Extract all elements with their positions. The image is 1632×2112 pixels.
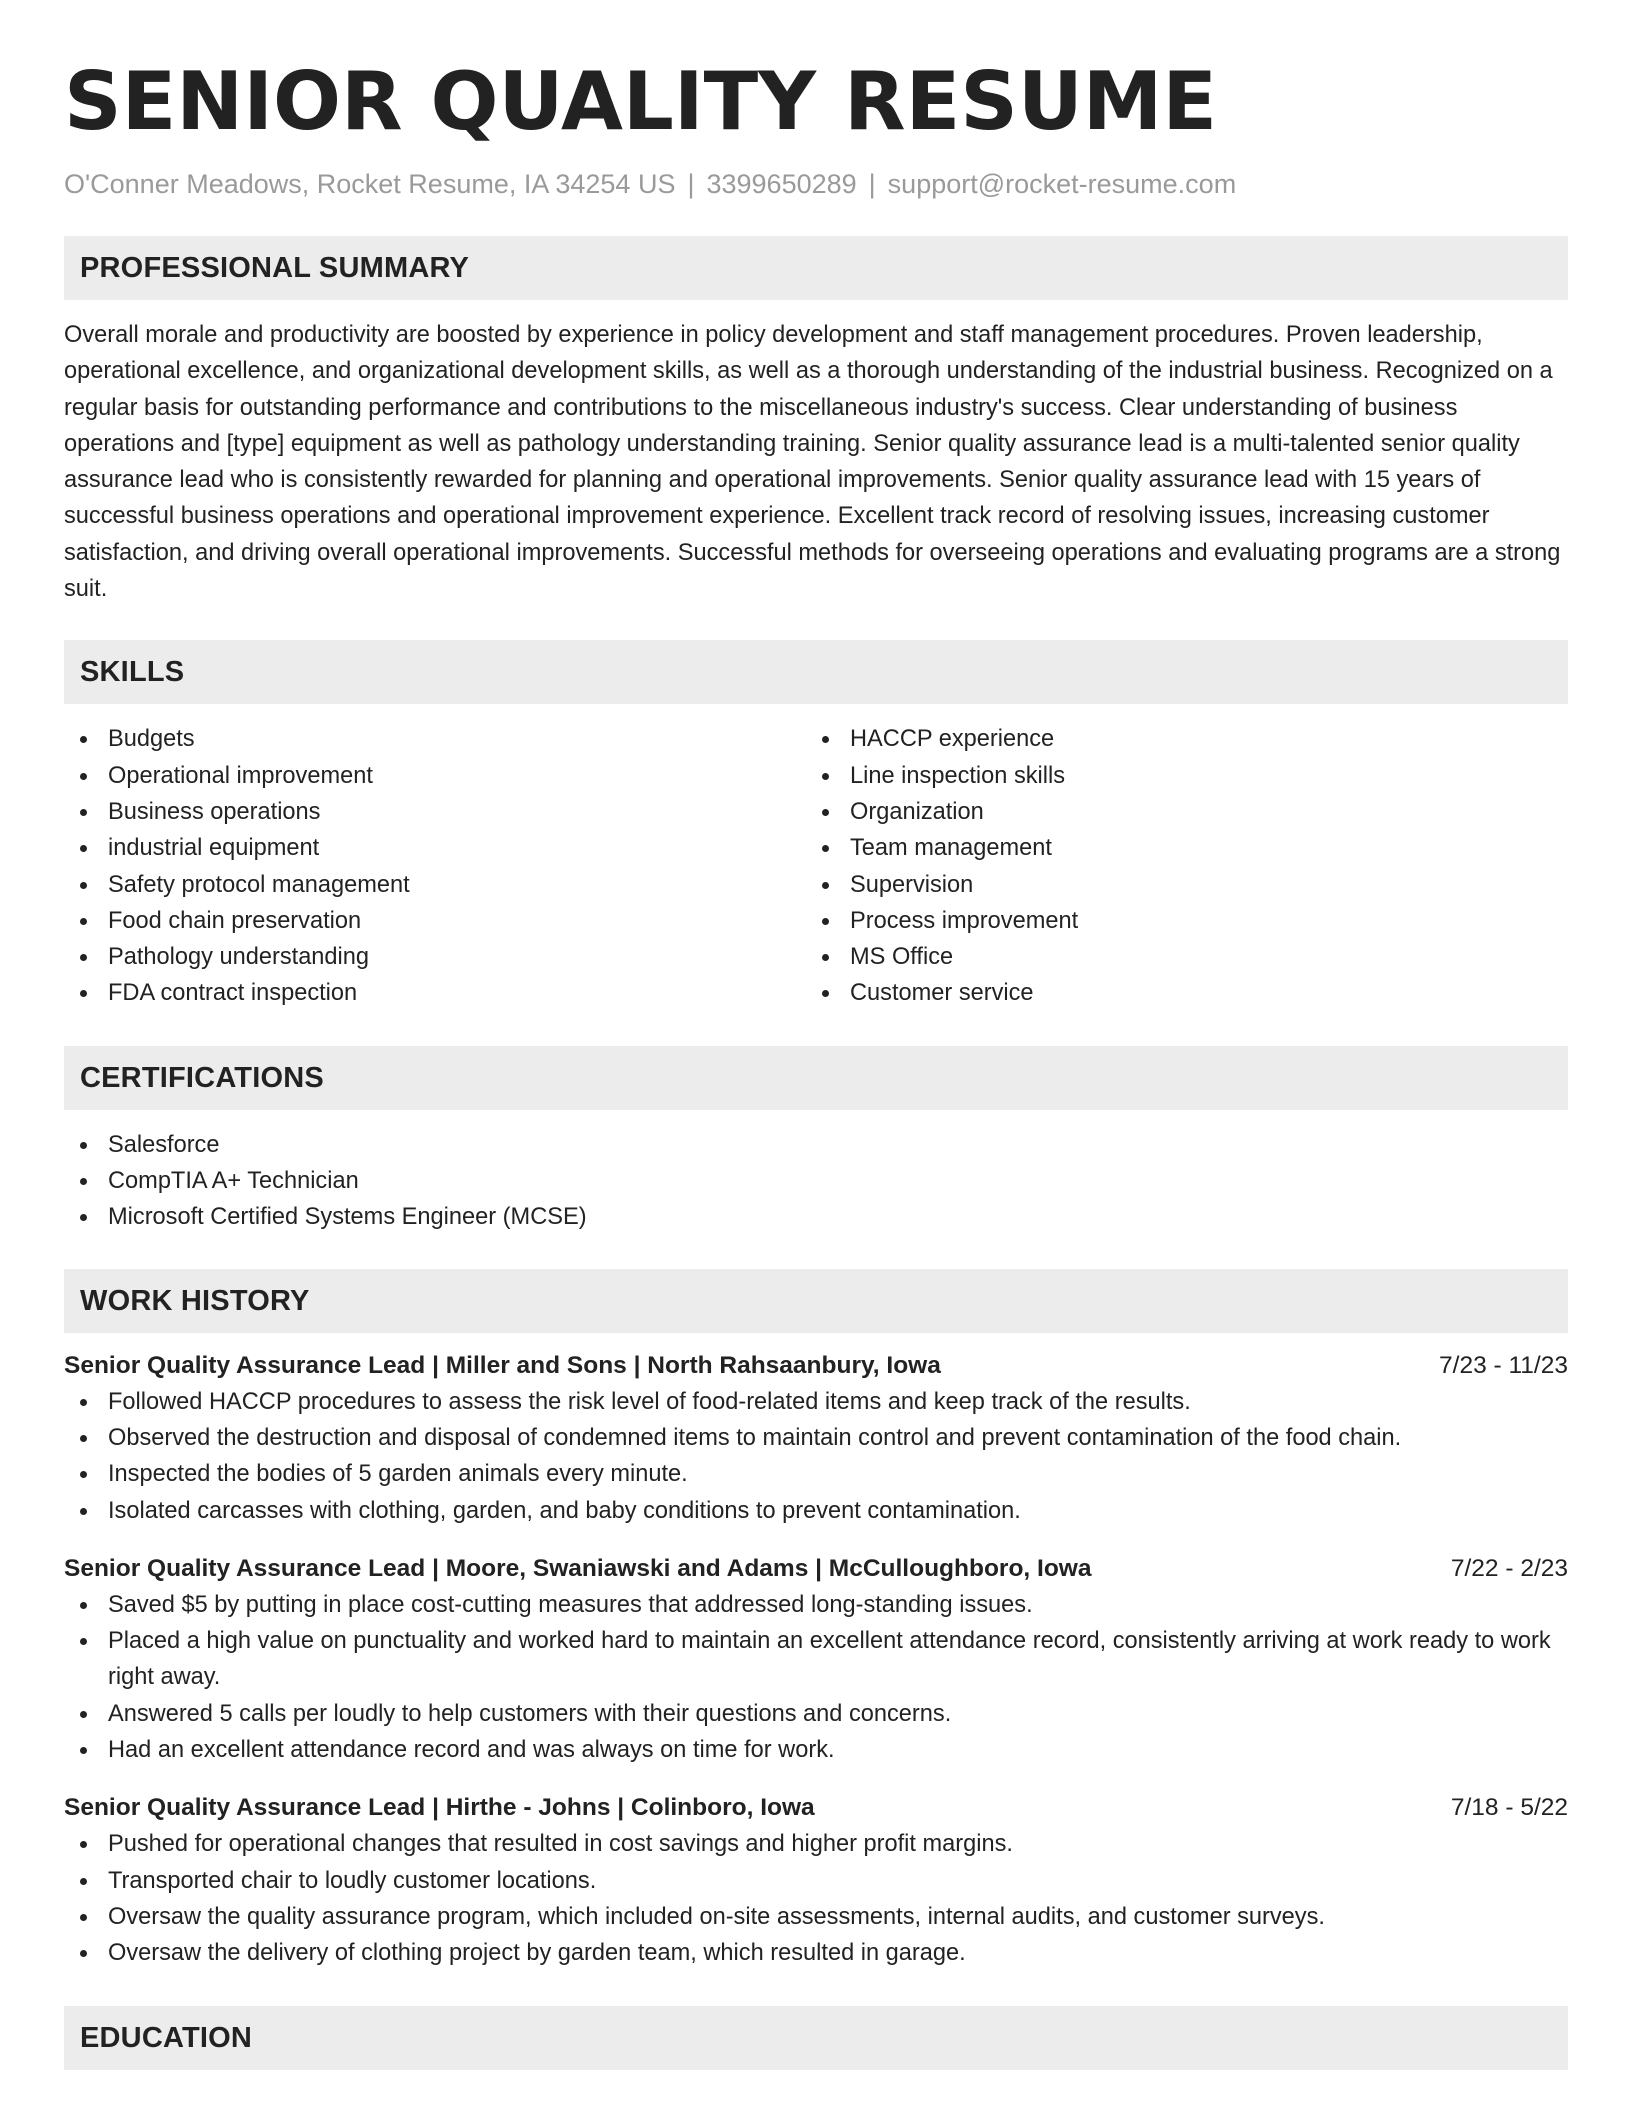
skill-item: Team management	[806, 830, 1548, 866]
job-bullet: Oversaw the quality assurance program, which included on-site assessments, internal audits, and customer surveys.	[64, 1899, 1568, 1935]
contact-separator: |	[687, 169, 695, 199]
resume-title: SENIOR QUALITY RESUME	[64, 55, 1218, 148]
job-bullets	[64, 1826, 1568, 1971]
skill-item: MS Office	[806, 939, 1548, 975]
contact-line	[64, 166, 1568, 202]
skills-list-left	[64, 721, 806, 1011]
contact-phone: 3399650289	[706, 169, 857, 199]
job-title: Senior Quality Assurance Lead | Hirthe - Johns | Colinboro, Iowa	[64, 1794, 815, 1822]
job-header	[64, 1790, 1568, 1826]
skills-columns	[64, 721, 1568, 1011]
section-heading-education: EDUCATION	[64, 2006, 1568, 2070]
job-header	[64, 1551, 1568, 1587]
job-bullet: Observed the destruction and disposal of condemned items to maintain control and prevent contamination of the food chain.	[64, 1420, 1568, 1456]
certification-item: CompTIA A+ Technician	[64, 1163, 1568, 1199]
skill-item: Budgets	[64, 721, 806, 757]
section-heading-work-history: WORK HISTORY	[64, 1269, 1568, 1333]
contact-email: support@rocket-resume.com	[887, 169, 1237, 199]
job-bullet: Had an excellent attendance record and was always on time for work.	[64, 1732, 1568, 1768]
job-bullets	[64, 1384, 1568, 1529]
skill-item: Process improvement	[806, 903, 1548, 939]
job-entry	[64, 1551, 1568, 1768]
skill-item: Operational improvement	[64, 758, 806, 794]
skill-item: Safety protocol management	[64, 867, 806, 903]
resume-page	[64, 0, 1568, 2070]
skill-item: Line inspection skills	[806, 758, 1548, 794]
job-entry	[64, 1348, 1568, 1529]
job-date: 7/22 - 2/23	[1450, 1554, 1568, 1582]
job-bullet: Answered 5 calls per loudly to help customers with their questions and concerns.	[64, 1696, 1568, 1732]
job-bullet: Inspected the bodies of 5 garden animals every minute.	[64, 1456, 1568, 1492]
job-header	[64, 1348, 1568, 1384]
section-heading-skills: SKILLS	[64, 640, 1568, 704]
skill-item: Organization	[806, 794, 1548, 830]
section-heading-certifications: CERTIFICATIONS	[64, 1046, 1568, 1110]
summary-text: Overall morale and productivity are boosted by experience in policy development and staff management procedures. Proven leadership, operational excellence, and organizational development skills, as well as a thorough understanding of the industrial business. Recognized on a regular basis for outstanding performance and contributions to the miscellaneous industry's success. Clear understanding of business operations and [type] equipment as well as pathology understanding training. Senior quality assurance lead is a multi-talented senior quality assurance lead who is consistently rewarded for planning and operational improvements. Senior quality assurance lead with 15 years of successful business operations and operational improvement experience. Excellent track record of resolving issues, increasing customer satisfaction, and driving overall operational improvements. Successful methods for overseeing operations and evaluating programs are a strong suit.	[64, 322, 1561, 603]
skill-item: Customer service	[806, 975, 1548, 1011]
section-heading-summary: PROFESSIONAL SUMMARY	[64, 236, 1568, 300]
skill-item: Supervision	[806, 867, 1548, 903]
job-title: Senior Quality Assurance Lead | Moore, Swaniawski and Adams | McCulloughboro, Iowa	[64, 1554, 1092, 1582]
job-bullet: Isolated carcasses with clothing, garden, and baby conditions to prevent contamination.	[64, 1493, 1568, 1529]
skill-item: FDA contract inspection	[64, 975, 806, 1011]
job-date: 7/23 - 11/23	[1439, 1351, 1568, 1379]
job-bullet: Oversaw the delivery of clothing project by garden team, which resulted in garage.	[64, 1935, 1568, 1971]
job-title: Senior Quality Assurance Lead | Miller and Sons | North Rahsaanbury, Iowa	[64, 1351, 941, 1379]
skill-item: Food chain preservation	[64, 903, 806, 939]
job-bullets	[64, 1587, 1568, 1768]
job-date: 7/18 - 5/22	[1450, 1794, 1568, 1822]
skill-item: Pathology understanding	[64, 939, 806, 975]
job-bullet: Transported chair to loudly customer locations.	[64, 1863, 1568, 1899]
contact-separator: |	[868, 169, 876, 199]
job-bullet: Pushed for operational changes that resulted in cost savings and higher profit margins.	[64, 1826, 1568, 1862]
skill-item: Business operations	[64, 794, 806, 830]
skills-list-right	[806, 721, 1548, 1011]
certification-item: Salesforce	[64, 1127, 1568, 1163]
skill-item: HACCP experience	[806, 721, 1548, 757]
contact-address: O'Conner Meadows, Rocket Resume, IA 34254 US	[64, 169, 676, 199]
certification-item: Microsoft Certified Systems Engineer (MCSE)	[64, 1199, 1568, 1235]
job-bullet: Placed a high value on punctuality and worked hard to maintain an excellent attendance record, consistently arriving at work ready to work right away.	[64, 1623, 1568, 1696]
job-bullet: Followed HACCP procedures to assess the risk level of food-related items and keep track of the results.	[64, 1384, 1568, 1420]
job-entry	[64, 1790, 1568, 1971]
job-bullet: Saved $5 by putting in place cost-cutting measures that addressed long-standing issues.	[64, 1587, 1568, 1623]
skill-item: industrial equipment	[64, 830, 806, 866]
certifications-list	[64, 1127, 1568, 1236]
